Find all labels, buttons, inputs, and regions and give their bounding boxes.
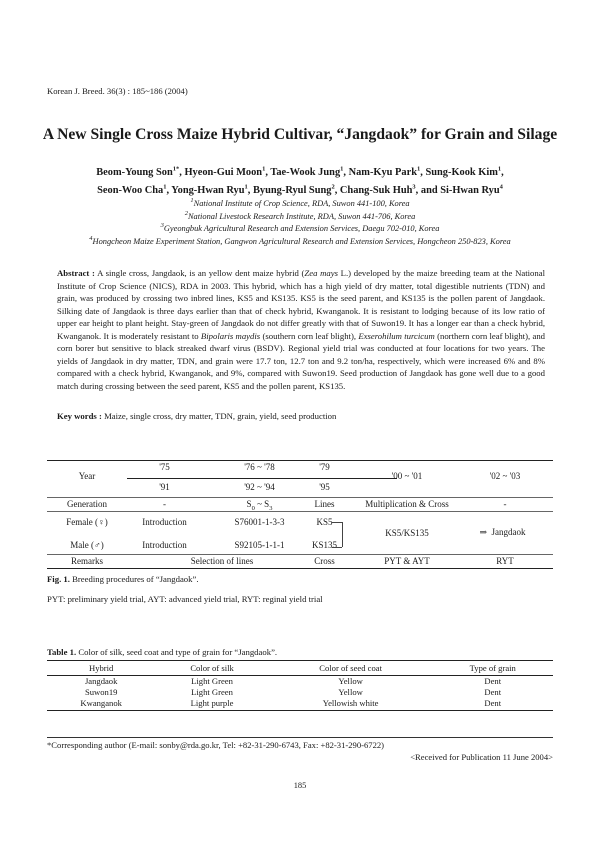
pathogen-name: Exserohilum turcicum: [358, 330, 435, 341]
affiliation: [30, 223, 570, 236]
abstract-text: (southern corn leaf blight),: [260, 330, 359, 341]
affiliation-text: Hongcheon Maize Experiment Station, Gangwon Agricultural Research and Extension Services, Hongcheon 250-823, Korea: [92, 236, 511, 246]
generation-value: Multiplication & Cross: [365, 499, 449, 509]
affiliation-sup: 2: [184, 209, 188, 217]
cross-bracket-vertical: [342, 522, 343, 547]
journal-reference: Korean J. Breed. 36(3) : 185~186 (2004): [47, 86, 188, 96]
year-merged: '00 ~ '01: [391, 471, 423, 481]
pathogen-name: Bipolaris maydis: [200, 330, 261, 341]
year-bottom: '95: [319, 482, 330, 492]
table-row: [47, 698, 553, 711]
year-top: '79: [319, 462, 330, 472]
figure-note: PYT: preliminary yield trial, AYT: advanced yield trial, RYT: reginal yield trial: [47, 594, 323, 604]
species-name: Zea mays: [304, 268, 338, 278]
cross-bracket-bottom: [332, 547, 342, 548]
abstract-label: Abstract :: [57, 268, 95, 278]
table-cell: Dent: [433, 698, 554, 711]
table-row: [47, 676, 553, 688]
generation-s: S: [246, 499, 252, 509]
table-header-row: [47, 661, 553, 676]
abstract-text: L.) developed by the maize breeding team at the National Institute of Crop Science (NICS), RDA in 2003. This hybrid, which has a high yield of dry matter, total digestible nutrients (TDN) and grain, was produced by crossing two inbred lines, KS5 and KS135. KS5 is the seed parent, and KS135 is the pollen parent of Jangdaok. Silking date of Jangdaok is three days earlier than that of check hybrid, Kwanganok. It is resistant to lodging because of its low ratio of upper ear height to plant height. Stay-green of Jangdaok do not differ greatly with that of Suwon19. It has a longer ear than a check hybrid, Kwanganok. It is moderately resistant to: [57, 268, 545, 341]
author-name: Beom-Young Son: [96, 167, 173, 178]
figure-caption: [47, 574, 199, 584]
author-name: Nam-Kyu Park: [348, 167, 417, 178]
author-name: Hyeon-Gui Moon: [184, 167, 263, 178]
remarks-value: Selection of lines: [190, 556, 254, 566]
table-cell: Suwon19: [84, 687, 118, 697]
table-cell: Dent: [484, 687, 502, 697]
female-source: Introduction: [142, 517, 187, 527]
column-header: Type of grain: [433, 661, 554, 676]
remarks-value: PYT & AYT: [384, 556, 430, 566]
table-cell: Yellow: [338, 676, 363, 686]
column-header: Color of silk: [155, 661, 268, 676]
author-name: Chang-Suk Huh: [339, 185, 413, 196]
male-inbred: KS135: [311, 540, 337, 550]
page-number: 185: [293, 781, 307, 790]
affiliation-text: National Institute of Crop Science, RDA, Suwon 441-100, Korea: [193, 199, 410, 208]
keywords-text: Maize, single cross, dry matter, TDN, grain, yield, seed production: [101, 411, 337, 421]
table-caption-text: Color of silk, seed coat and type of grain for “Jangdaok”.: [76, 647, 278, 657]
male-label: Male (♂): [70, 540, 104, 550]
author-name: Seon-Woo Cha: [97, 185, 164, 196]
figure-label: Fig. 1.: [47, 574, 70, 584]
table-cell: Dent: [484, 676, 502, 686]
author-sup: 1: [417, 165, 421, 173]
generation-value: -: [503, 499, 507, 509]
author-name: Sung-Kook Kim: [425, 167, 498, 178]
author-sup: 1: [163, 183, 167, 191]
author-list: Beom-Young Son$^{1*}$, Hyeon-Gui Moon$^1$, Tae-Wook Jung$^1$, Nam-Kyu Park$^1$, Sung-Kook Kim$^1$, Seon-Woo Cha$^1$, Yong-Hwan Ryu$^1$, Byung-Ryul Sung$^2$, Chang-Suk Huh$^3$, and Si-Hwan Ryu$^4$: [96, 165, 504, 196]
rule-generation-bottom: [47, 511, 553, 512]
female-inbred: KS5: [316, 517, 333, 527]
table-cell: Yellowish white: [269, 698, 433, 711]
table-caption: [47, 647, 277, 657]
column-header: Color of seed coat: [269, 661, 433, 676]
affiliation-sup: 3: [160, 222, 164, 230]
female-line: S76001-1-3-3: [234, 517, 285, 527]
keywords: [57, 411, 545, 421]
author-sup: 1: [262, 165, 266, 173]
generation-value: Lines: [314, 499, 335, 509]
author-sup: 1*: [172, 165, 180, 173]
table-label: Table 1.: [47, 647, 77, 657]
table-cell: Light Green: [191, 676, 233, 686]
corresponding-author-note: *Corresponding author (E-mail: sonby@rda.go.kr, Tel: +82-31-290-6743, Fax: +82-31-290-6722): [47, 740, 385, 750]
male-line: S92105-1-1-1: [234, 540, 285, 550]
author-sup: 3: [412, 183, 416, 191]
author-sup: 1: [244, 183, 248, 191]
rule-remarks-top: [47, 554, 553, 555]
table-cell: Jangdaok: [84, 676, 118, 686]
arrow-icon: ⇒: [479, 527, 488, 537]
remarks-value: RYT: [496, 556, 514, 566]
year-label: Year: [78, 471, 96, 481]
rule-bottom: [47, 568, 553, 569]
author-sup: 4: [499, 183, 503, 191]
received-date: <Received for Publication 11 June 2004>: [410, 752, 553, 762]
affiliation-text: Gyeongbuk Agricultural Research and Extension Services, Daegu 702-010, Korea: [163, 224, 440, 234]
cross-result: KS5/KS135: [385, 528, 429, 538]
affiliation: [30, 211, 570, 224]
abstract: [57, 267, 545, 392]
generation-sep: ~ S: [254, 499, 270, 509]
generation-label: Generation: [67, 499, 107, 509]
affiliation: [30, 198, 570, 211]
keywords-label: Key words :: [57, 411, 102, 421]
remarks-label: Remarks: [71, 556, 103, 566]
affiliation-text: National Livestock Research Institute, RDA, Suwon 441-706, Korea: [187, 211, 416, 221]
breeding-procedure-figure: [47, 460, 553, 568]
year-bottom: '92 ~ '94: [244, 482, 275, 492]
author-sup: 1: [340, 165, 344, 173]
affiliation: [30, 236, 570, 249]
affiliation-sup: 4: [89, 234, 93, 242]
year-bottom: '91: [159, 482, 170, 492]
year-top: '76 ~ '78: [244, 462, 275, 472]
affiliation-sup: 1: [190, 197, 194, 205]
female-label: Female (♀): [66, 517, 108, 527]
figure-caption-text: Breeding procedures of “Jangdaok”.: [69, 574, 199, 584]
author-sup: 1: [497, 165, 502, 173]
affiliation-list: [30, 198, 570, 248]
author-sup: 2: [331, 183, 335, 191]
abstract-text: (northern corn leaf blight), and corn borer but sensitive to black streaked dwarf virus (BSDV). Regional yield trial was conducted at four locations for two years. The yields of Jangdaok in dry matter, TDN, and grain were 17.7 ton, 12.7 ton and 9.2 ton/ha, respectively, which were increased 6% and 8% compared with a check hybrid, Kwanganok, and 9%, compared with Suwon19. Seed production of Jangdaok has gone well due to a good match during crossing between the seed parent, KS5 and the pollen parent, KS135.: [57, 330, 546, 391]
author-name: Byung-Ryul Sung: [253, 185, 332, 196]
cultivar-name: Jangdaok: [491, 527, 526, 537]
rule-top: [47, 460, 553, 461]
table-cell: Kwanganok: [47, 698, 155, 711]
rule-generation-top: [47, 497, 553, 498]
paper-title: A New Single Cross Maize Hybrid Cultivar, “Jangdaok” for Grain and Silage: [42, 126, 558, 143]
generation-sub: 0: [251, 504, 255, 512]
cultivar-result: [452, 527, 553, 538]
table-row: [47, 687, 553, 698]
year-merged: '02 ~ '03: [489, 471, 521, 481]
table-cell: Light Green: [191, 687, 233, 697]
table-cell: Yellow: [338, 687, 363, 697]
table-cell: Light purple: [155, 698, 268, 711]
generation-sub: 3: [269, 504, 273, 512]
author-name: Tae-Wook Jung: [270, 167, 341, 178]
author-name: Yong-Hwan Ryu: [171, 185, 245, 196]
footnote-divider: [47, 737, 553, 738]
column-header: Hybrid: [47, 661, 155, 676]
male-source: Introduction: [142, 540, 187, 550]
cross-bracket-top: [332, 522, 342, 523]
author-name: and Si-Hwan Ryu: [420, 185, 500, 196]
remarks-value: Cross: [314, 556, 335, 566]
year-top: '75: [159, 462, 170, 472]
abstract-text: A single cross, Jangdaok, is an yellow dent maize hybrid (: [94, 268, 305, 278]
generation-value: -: [163, 499, 166, 509]
silk-seed-grain-table: [47, 660, 553, 711]
